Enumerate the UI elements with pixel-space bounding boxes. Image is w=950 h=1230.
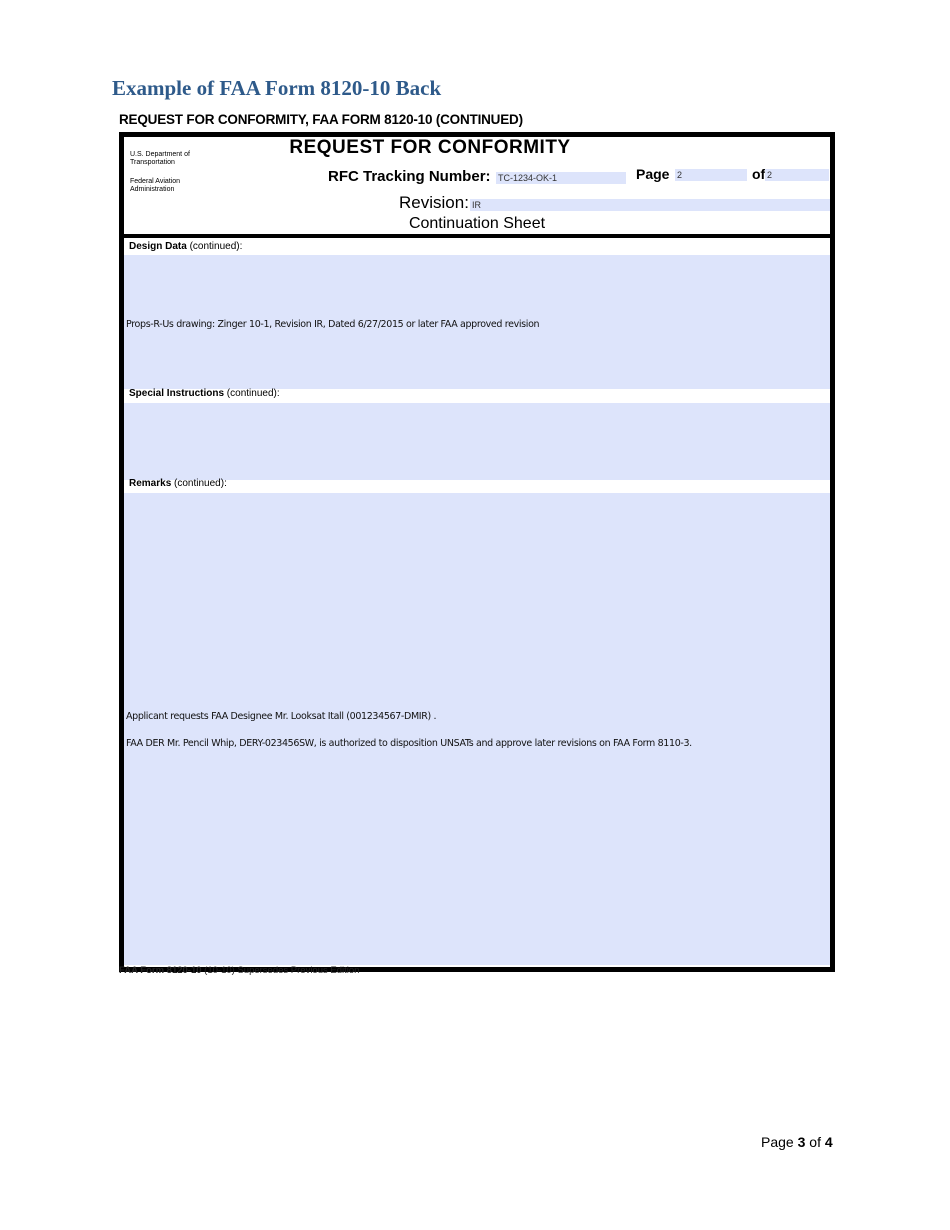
conformity-form [119,132,835,972]
page-prefix: Page [761,1134,798,1150]
remarks-line-1: Applicant requests FAA Designee Mr. Looksat Itall (001234567-DMIR) . [126,711,437,722]
agency-faa: Federal Aviation Administration [130,178,181,193]
page-label: Page [636,166,670,182]
page-total: 4 [824,1134,833,1150]
special-instructions-field[interactable] [124,403,830,480]
remarks-label-suffix: (continued): [171,478,227,489]
remarks-field[interactable] [124,493,830,965]
special-instructions-label-bold: Special Instructions [129,388,225,399]
form-title: REQUEST FOR CONFORMITY [289,137,571,158]
rfc-tracking-label: RFC Tracking Number: [328,168,491,185]
page-number-field[interactable]: 2 [675,169,747,181]
agency-department: U.S. Department of Transportation [130,151,190,166]
design-data-text: Props-R-Us drawing: Zinger 10-1, Revision IR, Dated 6/27/2015 or later FAA approved revision [126,319,540,330]
form-edition-note [119,965,359,976]
remarks-label-bold: Remarks [129,478,172,489]
form-header [124,137,830,238]
page-current: 3 [797,1134,806,1150]
design-data-label-bold: Design Data [129,241,187,252]
form-subheading: REQUEST FOR CONFORMITY, FAA FORM 8120-10 (CONTINUED) [119,112,523,127]
continuation-sheet-label: Continuation Sheet [408,215,546,232]
rfc-tracking-field[interactable]: TC-1234-OK-1 [496,172,626,184]
page-of: of [805,1134,825,1150]
special-instructions-label-suffix: (continued): [224,388,280,399]
document-heading: Example of FAA Form 8120-10 Back [112,76,442,100]
page-number [761,1134,833,1150]
form-edition: (10-10) Supersedes Previous Edition [201,965,360,976]
remarks-label [129,478,227,490]
design-data-field[interactable] [124,255,830,389]
revision-field[interactable]: IR [470,199,830,211]
special-instructions-label [129,388,280,400]
of-label: of [752,166,766,182]
design-data-label [129,241,242,253]
page-total-field[interactable]: 2 [765,169,829,181]
form-id: FAA Form 8120-10 [119,965,202,976]
revision-label: Revision: [399,193,469,212]
design-data-label-suffix: (continued): [186,241,243,252]
remarks-line-2: FAA DER Mr. Pencil Whip, DERY-023456SW, is authorized to disposition UNSATs and approve later revisions on FAA Form 8110-3. [126,738,692,749]
